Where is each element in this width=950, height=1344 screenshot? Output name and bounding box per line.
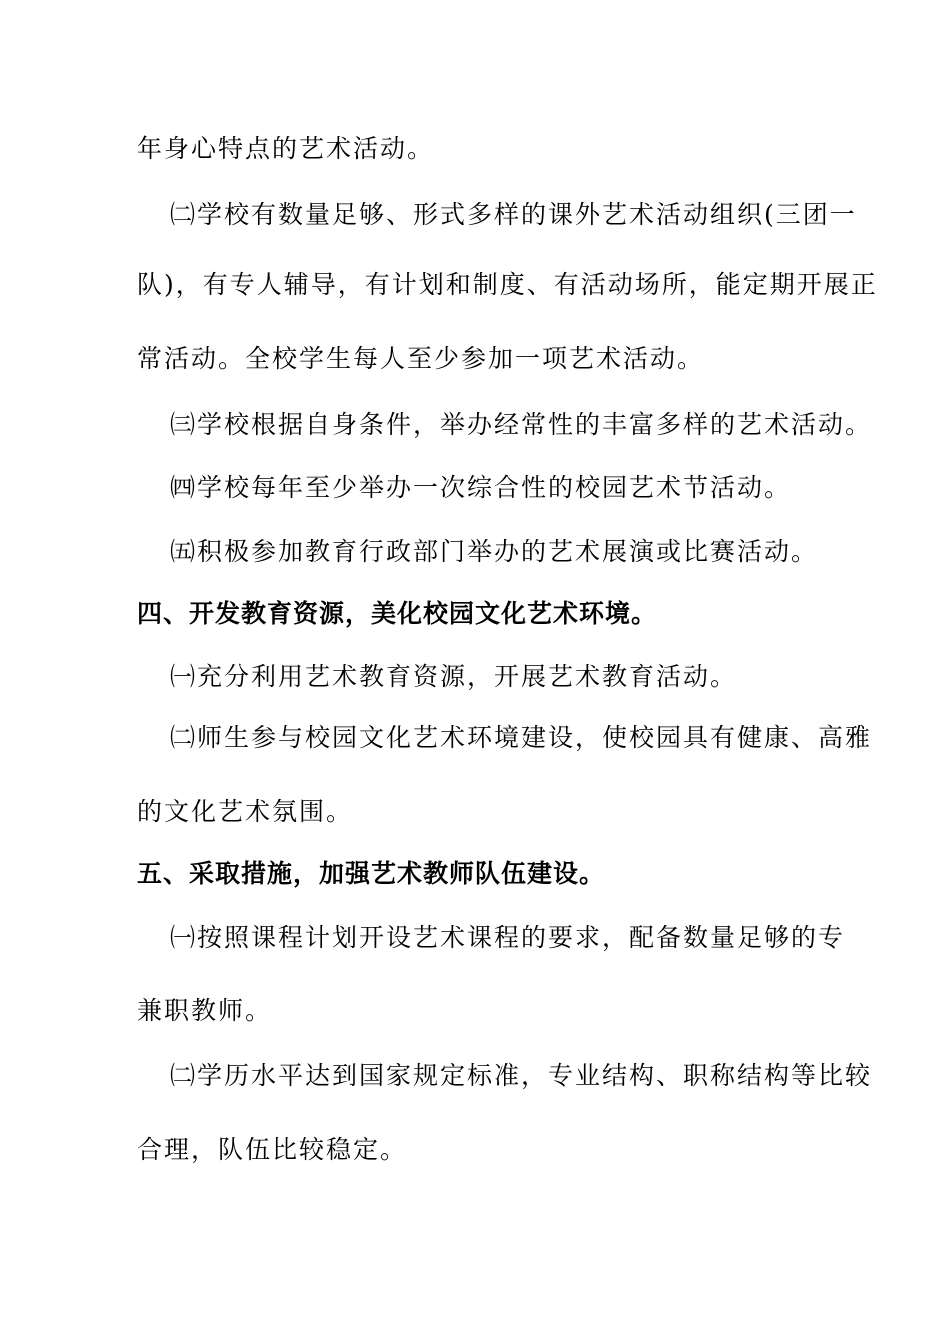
paragraph-line: ㈡学历水平达到国家规定标准，专业结构、职称结构等比较 <box>170 1061 873 1090</box>
paragraph-line: ㈣学校每年至少举办一次综合性的校园艺术节活动。 <box>170 473 792 502</box>
paragraph-line: 队)，有专人辅导，有计划和制度、有活动场所，能定期开展正 <box>137 270 878 299</box>
paragraph-line: ㈢学校根据自身条件，举办经常性的丰富多样的艺术活动。 <box>170 410 873 439</box>
paragraph-line: ㈠充分利用艺术教育资源，开展艺术教育活动。 <box>170 662 738 691</box>
paragraph-line: 常活动。全校学生每人至少参加一项艺术活动。 <box>137 344 705 373</box>
section-heading: 四、开发教育资源，美化校园文化艺术环境。 <box>137 599 658 628</box>
section-heading: 五、采取措施，加强艺术教师队伍建设。 <box>137 859 606 888</box>
paragraph-line: ㈤积极参加教育行政部门举办的艺术展演或比赛活动。 <box>170 537 819 566</box>
paragraph-line: 年身心特点的艺术活动。 <box>137 134 435 163</box>
paragraph-line: 的文化艺术氛围。 <box>137 797 354 826</box>
paragraph-line: ㈠按照课程计划开设艺术课程的要求，配备数量足够的专 <box>170 923 846 952</box>
paragraph-line: 兼职教师。 <box>137 996 273 1025</box>
paragraph-line: ㈡学校有数量足够、形式多样的课外艺术活动组织(三团一 <box>170 200 857 229</box>
paragraph-line: ㈡师生参与校园文化艺术环境建设，使校园具有健康、高雅 <box>170 723 873 752</box>
paragraph-line: 合理，队伍比较稳定。 <box>137 1135 408 1164</box>
